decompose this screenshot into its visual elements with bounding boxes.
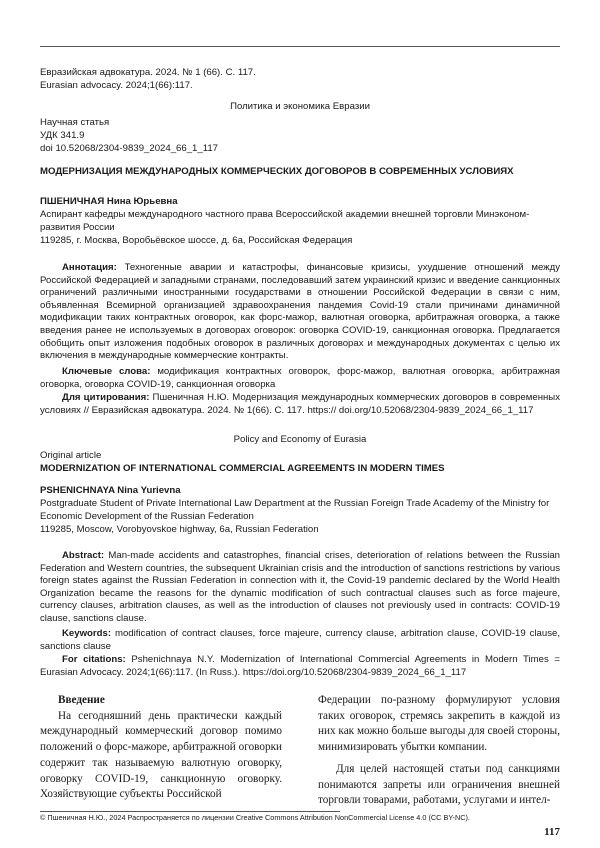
keywords-ru <box>40 366 560 391</box>
citation-text-en: Pshenichnaya N.Y. Modernization of International Commercial Agreements in Modern Times = Eurasian Advocacy. 2024;1(66):117. (In Russ.). https://doi.org/10.52068/2304-9839_2024_66_1_117 <box>40 654 561 678</box>
author-address-ru: 119285, г. Москва, Воробьёвское шоссе, д. 6а, Российская Федерация <box>40 235 353 246</box>
abstract-text-en: Man-made accidents and catastrophes, financial crises, deterioration of relations between the Russian Federation and Western countries, the subsequent Ukrainian crisis and the introduction of sanctions restrictions by various foreign states against the Russian Federation in connection with it, the Covid-19 pandemic declared by the World Health Organization became the reasons for the dynamic modification of such contractual clauses such as force majeure, currency clauses, arbitration clauses, as well as the introduction of clauses not previously used in contracts: COVID-19 clause, sanctions clause. <box>40 550 560 624</box>
abstract-text-ru: Техногенные аварии и катастрофы, финансовые кризисы, ухудшение отношений между Российской Федерацией и западными странами, последовавший затем украинский кризис и введение санкционных ограничений различными иностранными государствами в отношении Российской Федерации в связи с ним, объявленная Всемирной организацией здравоохранения пандемия Covid-19 стали причинами динамичной модификации таких контрактных оговорок, как форс-мажор, валютная оговорка, арбитражная оговорка, а также введения ранее не используемых в договорах оговорок: оговорка COVID-19, санкционная оговорка. Предлагается обобщить опыт изложения подобных оговорок в различных договорах и международных документах с целью их включения в международные коммерческие контракты. <box>40 262 560 362</box>
body-left-column <box>40 693 282 803</box>
article-title-ru: МОДЕРНИЗАЦИЯ МЕЖДУНАРОДНЫХ КОММЕРЧЕСКИХ ДОГОВОРОВ В СОВРЕМЕННЫХ УСЛОВИЯХ <box>40 166 514 177</box>
body-right-column <box>318 693 560 809</box>
keywords-en <box>40 628 560 653</box>
body-paragraph-right-2: Для целей настоящей статьи под санкциями понимаются запреты или ограничения внешней торговли товарами, работами, услугами и интел- <box>318 762 560 807</box>
author-name-en: PSHENICHNAYA Nina Yurievna <box>40 485 181 496</box>
abstract-label-ru: Аннотация: <box>62 262 117 273</box>
section-heading-introduction: Введение <box>58 694 105 706</box>
article-title-en: MODERNIZATION OF INTERNATIONAL COMMERCIAL AGREEMENTS IN MODERN TIMES <box>40 463 445 474</box>
abstract-ru <box>40 262 560 363</box>
abstract-label-en: Abstract: <box>62 550 105 561</box>
body-paragraph-left: На сегодняшний день практически каждый международный коммерческий договор помимо положений о форс-мажоре, арбитражной оговорки содержит так называемую валютную оговорку, оговорку COVID-19, санкционную оговорку. Хозяйствующие субъекты Российской <box>40 709 282 801</box>
article-type-ru: Научная статья <box>40 117 110 128</box>
citation-en <box>40 654 560 679</box>
citation-ru <box>40 392 560 417</box>
license-footnote: © Пшеничная Н.Ю., 2024 Распространяется по лицензии Creative Commons Attribution NonCommercial License 4.0 (CC BY-NC). <box>40 813 470 822</box>
section-title-en: Policy and Economy of Eurasia <box>233 434 367 445</box>
udk-code: УДК 341.9 <box>40 130 85 141</box>
keywords-text-ru: модификация контрактных оговорок, форс-мажор, валютная оговорка, арбитражная оговорка, оговорка COVID-19, санкционная оговорка <box>40 366 560 390</box>
author-affiliation-ru: Аспирант кафедры международного частного права Всероссийской академии внешней торговли Минэкономразвития России <box>40 209 530 233</box>
keywords-text-en: modification of contract clauses, force majeure, currency clause, arbitration clause, COVID-19 clause, sanctions clause <box>40 628 560 652</box>
citation-label-en: For citations: <box>62 654 126 665</box>
page-number: 117 <box>544 826 560 838</box>
author-name-ru: ПШЕНИЧНАЯ Нина Юрьевна <box>40 196 178 207</box>
section-title-ru: Политика и экономика Евразии <box>230 101 370 112</box>
citation-label-ru: Для цитирования: <box>62 392 150 403</box>
doi-ru: doi 10.52068/2304-9839_2024_66_1_117 <box>40 143 219 154</box>
keywords-label-ru: Ключевые слова: <box>62 366 151 377</box>
article-type-en: Original article <box>40 450 102 461</box>
footnote-rule <box>40 811 340 812</box>
author-affiliation-en: Postgraduate Student of Private International Law Department at the Russian Foreign Trade Academy of the Ministry for Economic Development of the Russian Federation <box>40 498 550 522</box>
citation-text-ru: Пшеничная Н.Ю. Модернизация международных коммерческих договоров в современных условиях // Евразийская адвокатура. 2024. № 1(66). С. 117. https:// doi.org/10.52068/2304-9839_2024_66_1_117 <box>40 392 560 416</box>
journal-citation-ru: Евразийская адвокатура. 2024. № 1 (66). С. 117. <box>40 67 256 78</box>
body-paragraph-right-1: Федерации по-разному формулируют условия таких оговорок, стремясь закрепить в каждой из них как можно больше выгоды для своей стороны, минимизировать убытки компании. <box>318 694 560 754</box>
top-rule <box>40 46 560 47</box>
author-address-en: 119285, Moscow, Vorobyovskoe highway, 6a, Russian Federation <box>40 524 319 535</box>
abstract-en <box>40 550 560 626</box>
journal-citation-en: Eurasian advocacy. 2024;1(66):117. <box>40 80 193 91</box>
keywords-label-en: Keywords: <box>62 628 112 639</box>
